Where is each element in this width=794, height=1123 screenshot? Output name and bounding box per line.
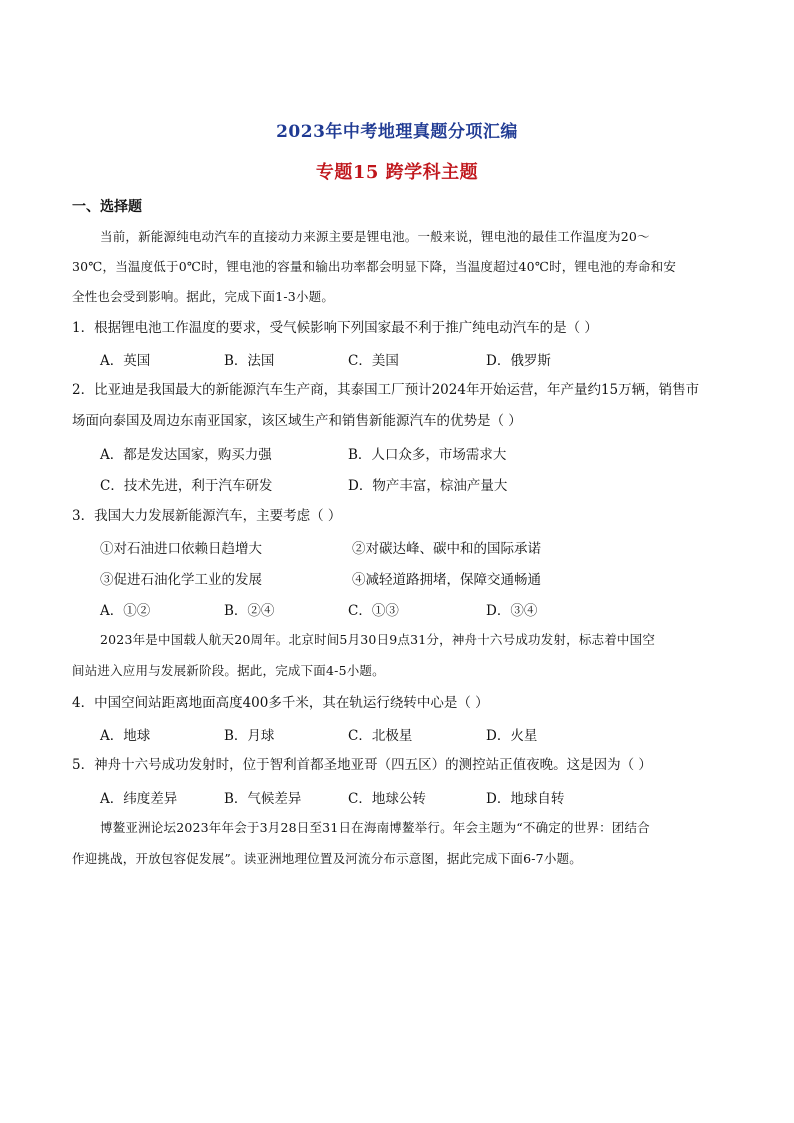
question-4-stem: 4．中国空间站距离地面高度400多千米，其在轨运行绕转中心是（ ） [72,695,489,711]
question-1-option-d: D．俄罗斯 [486,353,551,369]
document-title: 2023年中考地理真题分项汇编 [276,122,518,142]
question-1-stem: 1．根据锂电池工作温度的要求，受气候影响下列国家最不利于推广纯电动汽车的是（ ） [72,320,598,336]
question-3-stem: 3．我国大力发展新能源汽车，主要考虑（ ） [72,508,342,524]
passage-2-line-1: 2023年是中国载人航天20周年。北京时间5月30日9点31分，神舟十六号成功发射，标志着中国空 [100,632,656,647]
question-3-item-2: ②对碳达峰、碳中和的国际承诺 [352,541,541,557]
question-2-option-d: D．物产丰富，棕油产量大 [348,478,508,494]
question-4-option-c: C．北极星 [348,728,413,744]
document-subtitle: 专题15 跨学科主题 [315,162,479,183]
question-3-item-4: ④减轻道路拥堵，保障交通畅通 [352,572,541,588]
passage-3-line-2: 作迎挑战，开放包容促发展”。读亚洲地理位置及河流分布示意图，据此完成下面6-7小题。 [72,851,582,866]
question-3-item-3: ③促进石油化学工业的发展 [100,572,262,588]
passage-2-line-2: 间站进入应用与发展新阶段。据此，完成下面4-5小题。 [72,663,385,678]
question-1-option-a: A．英国 [100,353,151,369]
question-5-stem: 5．神舟十六号成功发射时，位于智利首都圣地亚哥（四五区）的测控站正值夜晚。这是因为（ ） [72,757,652,773]
question-4-option-a: A．地球 [100,728,151,744]
question-3-option-d: D．③④ [486,603,538,619]
section-heading: 一、选择题 [72,199,142,215]
question-5-option-d: D．地球自转 [486,791,565,807]
question-2-option-a: A．都是发达国家，购买力强 [100,447,272,463]
question-2-stem-line-1: 2．比亚迪是我国最大的新能源汽车生产商，其泰国工厂预计2024年开始运营，年产量约15万辆，销售市 [72,382,700,398]
question-1-option-b: B．法国 [224,353,275,369]
question-4-option-d: D．火星 [486,728,538,744]
question-2-option-c: C．技术先进，利于汽车研发 [100,478,273,494]
question-5-option-b: B．气候差异 [224,791,302,807]
question-1-option-c: C．美国 [348,353,399,369]
question-5-option-a: A．纬度差异 [100,791,178,807]
question-3-option-c: C．①③ [348,603,399,619]
question-3-option-a: A．①② [100,603,151,619]
question-2-option-b: B．人口众多，市场需求大 [348,447,507,463]
passage-1-line-3: 全性也会受到影响。据此，完成下面1-3小题。 [72,289,335,304]
passage-1-line-1: 当前，新能源纯电动汽车的直接动力来源主要是锂电池。一般来说，锂电池的最佳工作温度为20～ [100,229,650,244]
question-3-item-1: ①对石油进口依赖日趋增大 [100,541,262,557]
question-4-option-b: B．月球 [224,728,275,744]
passage-3-line-1: 博鳌亚洲论坛2023年年会于3月28日至31日在海南博鳌举行。年会主题为“不确定的世界：团结合 [100,820,650,835]
passage-1-line-2: 30℃，当温度低于0℃时，锂电池的容量和输出功率都会明显下降，当温度超过40℃时，锂电池的寿命和安 [72,259,677,274]
question-2-stem-line-2: 场面向泰国及周边东南亚国家，该区域生产和销售新能源汽车的优势是（ ） [72,413,522,429]
question-5-option-c: C．地球公转 [348,791,426,807]
question-3-option-b: B．②④ [224,603,275,619]
